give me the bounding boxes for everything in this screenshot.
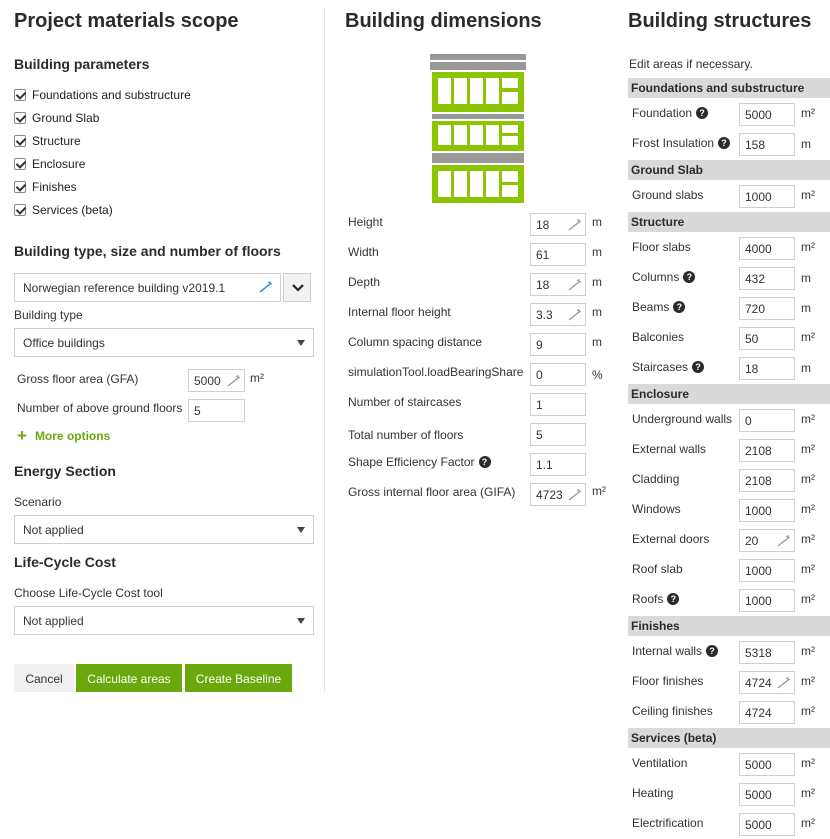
magic-wand-icon bbox=[568, 309, 582, 321]
structure-label-columns bbox=[632, 270, 695, 284]
dim-unit: m² bbox=[592, 484, 606, 498]
magic-wand-icon bbox=[777, 535, 791, 547]
dim-value: 1.1 bbox=[536, 458, 553, 472]
column-divider bbox=[324, 8, 325, 692]
structure-label-frost bbox=[632, 136, 730, 150]
dim-value: 0 bbox=[536, 368, 543, 382]
dim-input-staircases[interactable] bbox=[530, 393, 586, 416]
checkbox[interactable] bbox=[14, 204, 26, 216]
magic-wand-icon bbox=[568, 489, 582, 501]
param-enclosure[interactable] bbox=[14, 156, 85, 172]
dim-input-total-floors[interactable] bbox=[530, 423, 586, 446]
structure-label: Internal walls bbox=[632, 644, 703, 658]
structure-label: Frost Insulation bbox=[632, 136, 715, 150]
dim-label: Internal floor height bbox=[348, 305, 451, 319]
param-services[interactable] bbox=[14, 202, 113, 218]
gfa-input[interactable] bbox=[188, 369, 245, 392]
help-icon[interactable]: ? bbox=[673, 301, 685, 313]
magic-wand-icon bbox=[227, 375, 241, 387]
structure-label: Ventilation bbox=[632, 756, 688, 770]
structure-label: External walls bbox=[632, 442, 707, 456]
dim-label: Gross internal floor area (GIFA) bbox=[348, 485, 516, 499]
magic-wand-icon bbox=[258, 281, 274, 293]
structure-input-heating[interactable]: 5000 bbox=[739, 783, 795, 806]
lcc-select[interactable] bbox=[14, 606, 314, 635]
gfa-unit: m² bbox=[250, 371, 264, 385]
building-parameters-heading: Building parameters bbox=[14, 56, 150, 72]
floors-label: Number of above ground floors bbox=[17, 401, 183, 415]
magic-wand-icon bbox=[568, 219, 582, 231]
scenario-value: Not applied bbox=[23, 523, 84, 537]
structure-label: Floor slabs bbox=[632, 240, 691, 254]
section-foundations: Foundations and substructure bbox=[628, 78, 830, 98]
structure-unit: m² bbox=[801, 106, 815, 120]
building-floor-group bbox=[432, 72, 524, 203]
structure-label: Foundation bbox=[632, 106, 693, 120]
structure-unit: m bbox=[801, 361, 811, 375]
dim-label: Column spacing distance bbox=[348, 335, 483, 349]
dim-label: Total number of floors bbox=[348, 428, 464, 442]
structure-unit: m² bbox=[801, 412, 815, 426]
structure-input-electrification[interactable]: 5000 bbox=[739, 813, 795, 836]
help-icon[interactable]: ? bbox=[696, 107, 708, 119]
dim-input-floor-height[interactable] bbox=[530, 303, 586, 326]
structure-label: Electrification bbox=[632, 816, 704, 830]
building-type-select[interactable] bbox=[14, 328, 314, 357]
structure-unit: m² bbox=[801, 472, 815, 486]
param-ground-slab[interactable] bbox=[14, 110, 99, 126]
structures-subtitle: Edit areas if necessary. bbox=[629, 57, 753, 71]
structure-label-roofs bbox=[632, 592, 679, 606]
structure-unit: m² bbox=[801, 562, 815, 576]
structure-unit: m² bbox=[801, 756, 815, 770]
structure-unit: m² bbox=[801, 188, 815, 202]
checkbox[interactable] bbox=[14, 112, 26, 124]
help-icon[interactable]: ? bbox=[683, 271, 695, 283]
scenario-select[interactable] bbox=[14, 515, 314, 544]
dim-unit: m bbox=[592, 245, 602, 259]
structure-label: Windows bbox=[632, 502, 681, 516]
structure-label: Underground walls bbox=[632, 412, 733, 426]
structure-input-roofs[interactable]: 1000 bbox=[739, 589, 795, 612]
structure-label: Ground slabs bbox=[632, 188, 704, 202]
section-ground-slab: Ground Slab bbox=[628, 160, 830, 180]
structure-value: 4724 bbox=[745, 676, 772, 690]
lcc-value: Not applied bbox=[23, 614, 84, 628]
page-title: Project materials scope bbox=[14, 10, 239, 32]
structure-value: 20 bbox=[745, 534, 759, 548]
building-dimensions-title: Building dimensions bbox=[345, 10, 542, 32]
structure-label: Roof slab bbox=[632, 562, 683, 576]
structure-input-underground-walls[interactable]: 0 bbox=[739, 409, 795, 432]
structure-unit: m bbox=[801, 271, 811, 285]
help-icon[interactable]: ? bbox=[479, 456, 491, 468]
calculate-areas-button[interactable]: Calculate areas bbox=[76, 664, 182, 692]
dim-input-column-spacing[interactable] bbox=[530, 333, 586, 356]
param-label: Finishes bbox=[32, 180, 77, 194]
param-finishes[interactable] bbox=[14, 179, 77, 195]
dim-label: Width bbox=[348, 245, 379, 259]
dim-unit: m bbox=[592, 275, 602, 289]
building-illustration bbox=[430, 54, 526, 204]
dim-unit: m bbox=[592, 215, 602, 229]
param-label: Services (beta) bbox=[32, 203, 113, 217]
dim-label: Number of staircases bbox=[348, 395, 462, 409]
structure-input-ventilation[interactable]: 5000 bbox=[739, 753, 795, 776]
dim-value: 3.3 bbox=[536, 308, 553, 322]
param-label: Ground Slab bbox=[32, 111, 100, 125]
reference-building-value: Norwegian reference building v2019.1 bbox=[23, 281, 226, 295]
dim-label: Shape Efficiency Factor bbox=[348, 455, 475, 469]
section-finishes: Finishes bbox=[628, 616, 830, 636]
dim-unit: m bbox=[592, 335, 602, 349]
param-structure[interactable] bbox=[14, 133, 81, 149]
building-structures-title: Building structures bbox=[628, 10, 812, 32]
lcc-label: Choose Life-Cycle Cost tool bbox=[14, 586, 163, 600]
caret-down-icon bbox=[297, 527, 305, 533]
section-enclosure: Enclosure bbox=[628, 384, 830, 404]
structure-input-beams[interactable]: 720 bbox=[739, 297, 795, 320]
scenario-label: Scenario bbox=[14, 495, 62, 509]
magic-wand-icon bbox=[777, 677, 791, 689]
structure-label: Columns bbox=[632, 270, 680, 284]
structure-unit: m² bbox=[801, 786, 815, 800]
structure-unit: m bbox=[801, 301, 811, 315]
structure-input-internal-walls[interactable]: 5318 bbox=[739, 641, 795, 664]
magic-wand-icon bbox=[568, 279, 582, 291]
building-type-heading: Building type, size and number of floors bbox=[14, 243, 281, 259]
help-icon[interactable]: ? bbox=[692, 361, 704, 373]
dim-input-shape-efficiency[interactable] bbox=[530, 453, 586, 476]
structure-unit: m² bbox=[801, 330, 815, 344]
create-baseline-button[interactable]: Create Baseline bbox=[185, 664, 292, 692]
structure-input-roof-slab[interactable]: 1000 bbox=[739, 559, 795, 582]
dim-label: Depth bbox=[348, 275, 381, 289]
structure-unit: m² bbox=[801, 674, 815, 688]
structure-label: Floor finishes bbox=[632, 674, 704, 688]
structure-unit: m² bbox=[801, 442, 815, 456]
structure-input-staircases[interactable]: 18 bbox=[739, 357, 795, 380]
structure-unit: m² bbox=[801, 240, 815, 254]
param-label: Structure bbox=[32, 134, 81, 148]
checkbox[interactable] bbox=[14, 135, 26, 147]
structure-label: Ceiling finishes bbox=[632, 704, 713, 718]
structure-unit: m bbox=[801, 137, 811, 151]
structure-input-columns[interactable]: 432 bbox=[739, 267, 795, 290]
more-options-label: More options bbox=[34, 429, 111, 443]
structure-input-windows[interactable]: 1000 bbox=[739, 499, 795, 522]
param-foundations[interactable] bbox=[14, 87, 191, 103]
structure-input-frost[interactable]: 158 bbox=[739, 133, 795, 156]
checkbox[interactable] bbox=[14, 158, 26, 170]
structure-unit: m² bbox=[801, 816, 815, 830]
structure-input-cladding[interactable]: 2108 bbox=[739, 469, 795, 492]
dim-input-height[interactable] bbox=[530, 213, 586, 236]
plus-icon: + bbox=[17, 426, 27, 445]
dim-value: 18 bbox=[536, 218, 550, 232]
dim-label: Height bbox=[348, 215, 383, 229]
structure-label: Cladding bbox=[632, 472, 680, 486]
structure-unit: m² bbox=[801, 592, 815, 606]
param-label: Foundations and substructure bbox=[32, 88, 191, 102]
structure-unit: m² bbox=[801, 704, 815, 718]
more-options-link[interactable] bbox=[17, 426, 111, 445]
section-structure: Structure bbox=[628, 212, 830, 232]
dim-input-depth[interactable] bbox=[530, 273, 586, 296]
structure-label: Staircases bbox=[632, 360, 689, 374]
structure-input-floor-finishes[interactable] bbox=[739, 671, 795, 694]
structure-label: Beams bbox=[632, 300, 670, 314]
checkbox[interactable] bbox=[14, 89, 26, 101]
energy-section-heading: Energy Section bbox=[14, 463, 116, 479]
param-label: Enclosure bbox=[32, 157, 86, 171]
dim-label: simulationTool.loadBearingShare bbox=[348, 365, 524, 379]
dim-input-width[interactable] bbox=[530, 243, 586, 266]
dim-unit: m bbox=[592, 305, 602, 319]
reference-building-input[interactable] bbox=[14, 273, 281, 302]
structure-label: Balconies bbox=[632, 330, 685, 344]
reference-dropdown-button[interactable] bbox=[283, 273, 311, 302]
help-icon[interactable]: ? bbox=[667, 593, 679, 605]
structure-unit: m² bbox=[801, 532, 815, 546]
dim-unit: % bbox=[592, 368, 603, 382]
gfa-label: Gross floor area (GFA) bbox=[17, 372, 139, 386]
building-type-label: Building type bbox=[14, 308, 83, 322]
caret-down-icon bbox=[297, 340, 305, 346]
help-icon[interactable]: ? bbox=[718, 137, 730, 149]
help-icon[interactable]: ? bbox=[706, 645, 718, 657]
dim-value: 9 bbox=[536, 338, 543, 352]
structure-label-staircases bbox=[632, 360, 704, 374]
dim-label-shape-efficiency bbox=[348, 455, 491, 469]
dim-value: 1 bbox=[536, 398, 543, 412]
floors-input[interactable]: 5 bbox=[188, 399, 245, 422]
building-type-value: Office buildings bbox=[23, 336, 105, 350]
lcc-heading: Life-Cycle Cost bbox=[14, 554, 116, 570]
dim-value: 18 bbox=[536, 278, 550, 292]
dim-value: 4723 bbox=[536, 488, 563, 502]
dim-input-gifa[interactable] bbox=[530, 483, 586, 506]
structure-label: External doors bbox=[632, 532, 710, 546]
dim-input-load-bearing[interactable] bbox=[530, 363, 586, 386]
structure-label: Heating bbox=[632, 786, 674, 800]
section-services: Services (beta) bbox=[628, 728, 830, 748]
checkbox[interactable] bbox=[14, 181, 26, 193]
dim-value: 5 bbox=[536, 428, 543, 442]
structure-label-beams bbox=[632, 300, 685, 314]
structure-label-internal-walls bbox=[632, 644, 718, 658]
structure-label: Roofs bbox=[632, 592, 664, 606]
structure-input-foundation[interactable]: 5000 bbox=[739, 103, 795, 126]
structure-input-floor-slabs[interactable]: 4000 bbox=[739, 237, 795, 260]
structure-input-external-walls[interactable]: 2108 bbox=[739, 439, 795, 462]
caret-down-icon bbox=[297, 618, 305, 624]
structure-label-foundation bbox=[632, 106, 708, 120]
structure-unit: m² bbox=[801, 644, 815, 658]
structure-input-ground-slabs[interactable]: 1000 bbox=[739, 185, 795, 208]
cancel-button[interactable]: Cancel bbox=[14, 664, 74, 692]
structure-input-ceiling-finishes[interactable]: 4724 bbox=[739, 701, 795, 724]
dim-value: 61 bbox=[536, 248, 550, 262]
structure-input-balconies[interactable]: 50 bbox=[739, 327, 795, 350]
structure-input-external-doors[interactable] bbox=[739, 529, 795, 552]
chevron-down-icon bbox=[292, 284, 304, 292]
structure-unit: m² bbox=[801, 502, 815, 516]
gfa-value: 5000 bbox=[194, 374, 221, 388]
